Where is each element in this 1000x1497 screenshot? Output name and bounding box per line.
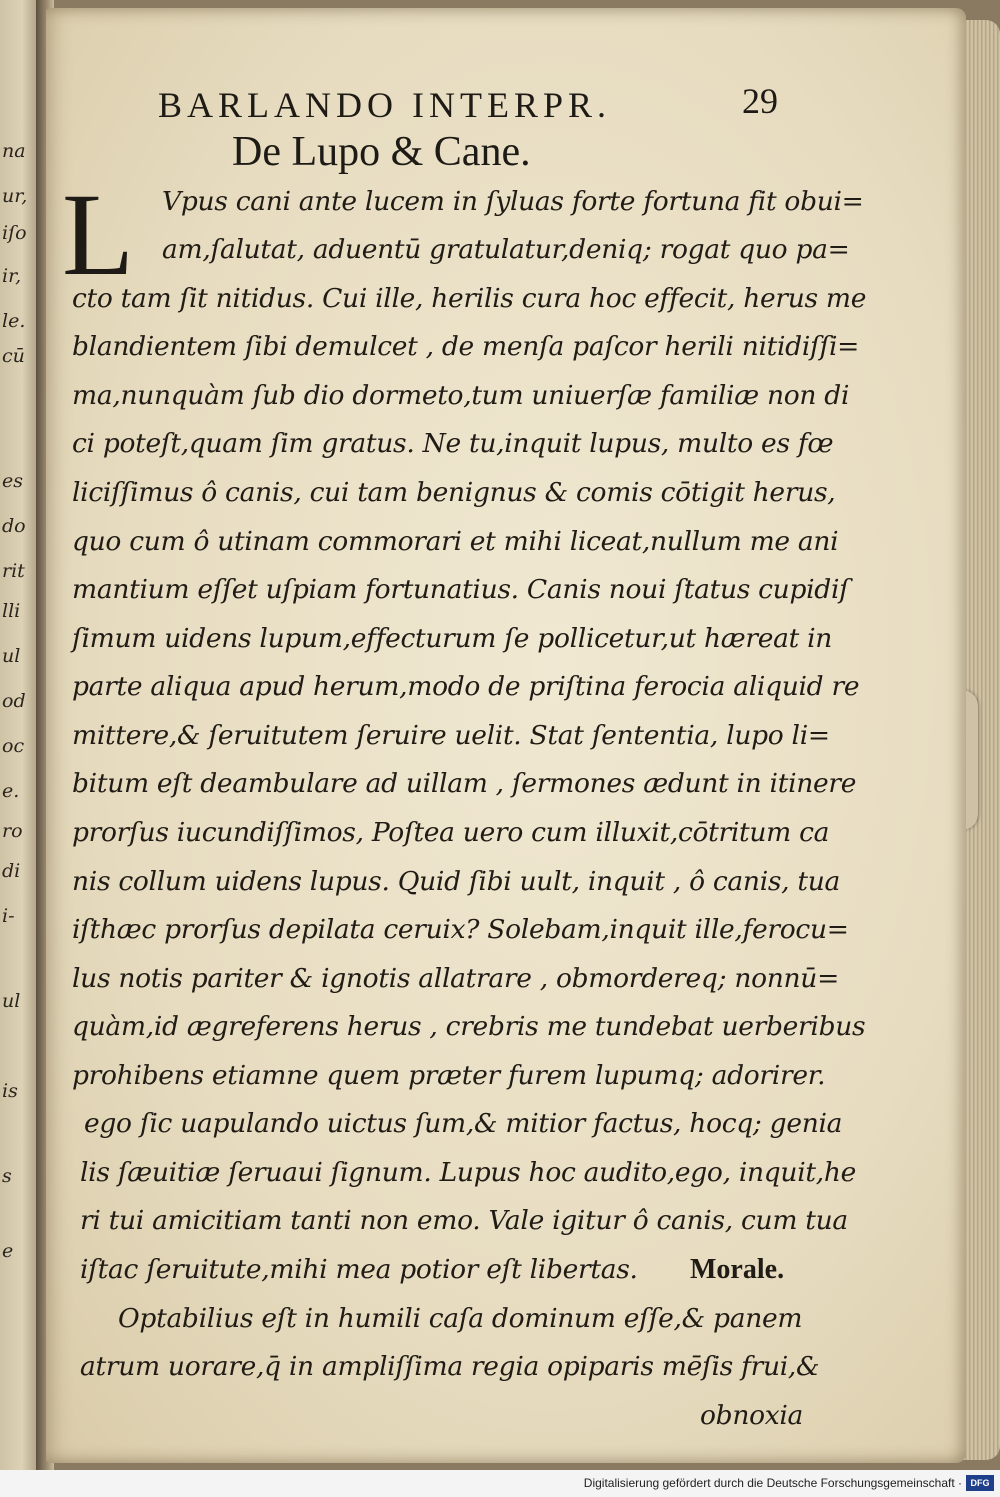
text-line: lus notis pariter & ignotis allatrare , obmordereq; nonnū= <box>72 963 839 994</box>
text-line: Vpus cani ante lucem in ſyluas forte fortuna fit obui= <box>162 186 864 217</box>
text-line: ma,nunquàm ſub dio dormeto,tum uniuerſæ familiæ non di <box>72 380 850 411</box>
footer-credit: Digitalisierung gefördert durch die Deutsche Forschungsgemeinschaft · <box>583 1476 962 1490</box>
margin-fragment: na <box>2 140 26 162</box>
margin-fragment: s <box>2 1165 12 1187</box>
previous-page-edge <box>0 0 40 1470</box>
text-line: iſthæc prorſus depilata ceruix? Solebam,inquit ille,ferocu= <box>72 914 849 945</box>
footer-bar <box>0 1470 1000 1497</box>
margin-fragment: i- <box>2 905 15 927</box>
text-line: bitum eſt deambulare ad uillam , ſermones ædunt in itinere <box>72 768 857 799</box>
margin-fragment: e. <box>2 780 20 802</box>
text-line: prorſus iucundiſſimos, Poſtea uero cum illuxit,cōtritum ca <box>72 817 830 848</box>
moral-heading: Morale. <box>690 1254 785 1285</box>
text-line: quo cum ô utinam commorari et mihi liceat,nullum me ani <box>72 526 839 557</box>
moral-line: atrum uorare,q̄ in ampliſſima regia opiparis mēſis frui,& <box>80 1351 820 1382</box>
text-line: am,ſalutat, aduentū gratulatur,deniq; rogat quo pa= <box>162 234 850 265</box>
margin-fragment: oc <box>2 735 25 757</box>
margin-fragment: lli <box>2 600 21 622</box>
text-line: nis collum uidens lupus. Quid ſibi uult, inquit , ô canis, tua <box>72 866 841 897</box>
dfg-logo: DFG <box>966 1475 994 1491</box>
text-line: ri tui amicitiam tanti non emo. Vale igitur ô canis, cum tua <box>80 1205 848 1236</box>
drop-cap: L <box>62 169 135 300</box>
margin-fragment: di <box>2 860 21 882</box>
margin-fragment: e <box>2 1240 14 1262</box>
text-line: ci poteſt,quam ſim gratus. Ne tu,inquit lupus, multo es fœ <box>72 428 834 459</box>
text-line: liciſſimus ô canis, cui tam benignus & comis cōtigit herus, <box>72 477 836 508</box>
text-line: cto tam ſit nitidus. Cui ille, herilis cura hoc effecit, herus me <box>72 283 867 314</box>
moral-line: obnoxia <box>700 1400 804 1431</box>
text-line: mantium eſſet uſpiam fortunatius. Canis noui ſtatus cupidiſ <box>72 574 849 605</box>
page-number: 29 <box>742 81 778 121</box>
text-line: prohibens etiamne quem præter furem lupumq; adorirer. <box>72 1060 826 1091</box>
margin-fragment: od <box>2 690 26 712</box>
running-head: BARLANDO INTERPR. <box>158 85 612 125</box>
margin-fragment: cū <box>2 345 25 367</box>
margin-fragment: es <box>2 470 23 492</box>
margin-fragment: iſo <box>2 222 27 244</box>
margin-fragment: ul <box>2 645 21 667</box>
text-line: ego ſic uapulando uictus ſum,& mitior factus, hocq; genia <box>84 1108 843 1139</box>
margin-fragment: ro <box>2 820 23 842</box>
margin-fragment: rit <box>2 560 25 582</box>
text-line: blandientem ſibi demulcet , de menſa paſcor herili nitidiſſi= <box>72 331 860 362</box>
text-line: mittere,& ſeruitutem ſeruire uelit. Stat ſententia, lupo li= <box>72 720 830 751</box>
text-line: ſimum uidens lupum,effecturum ſe pollicetur,ut hæreat in <box>72 623 833 654</box>
text-line: quàm,id ægreferens herus , crebris me tundebat uerberibus <box>72 1011 866 1042</box>
margin-fragment: is <box>2 1080 18 1102</box>
text-line: lis ſæuitiæ ſeruaui ſignum. Lupus hoc audito,ego, inquit,he <box>80 1157 856 1188</box>
fable-title: De Lupo & Cane. <box>232 129 531 175</box>
margin-fragment: ur, <box>2 185 28 207</box>
margin-fragment: le. <box>2 310 26 332</box>
moral-line: Optabilius eſt in humili caſa dominum eſſe,& panem <box>118 1303 803 1334</box>
margin-fragment: ir, <box>2 265 22 287</box>
text-line: iſtac ſeruitute,mihi mea potior eſt libertas. <box>80 1254 638 1285</box>
margin-fragment: do <box>2 515 26 537</box>
margin-fragment: ul <box>2 990 21 1012</box>
text-line: parte aliqua apud herum,modo de priſtina ferocia aliquid re <box>72 671 860 702</box>
